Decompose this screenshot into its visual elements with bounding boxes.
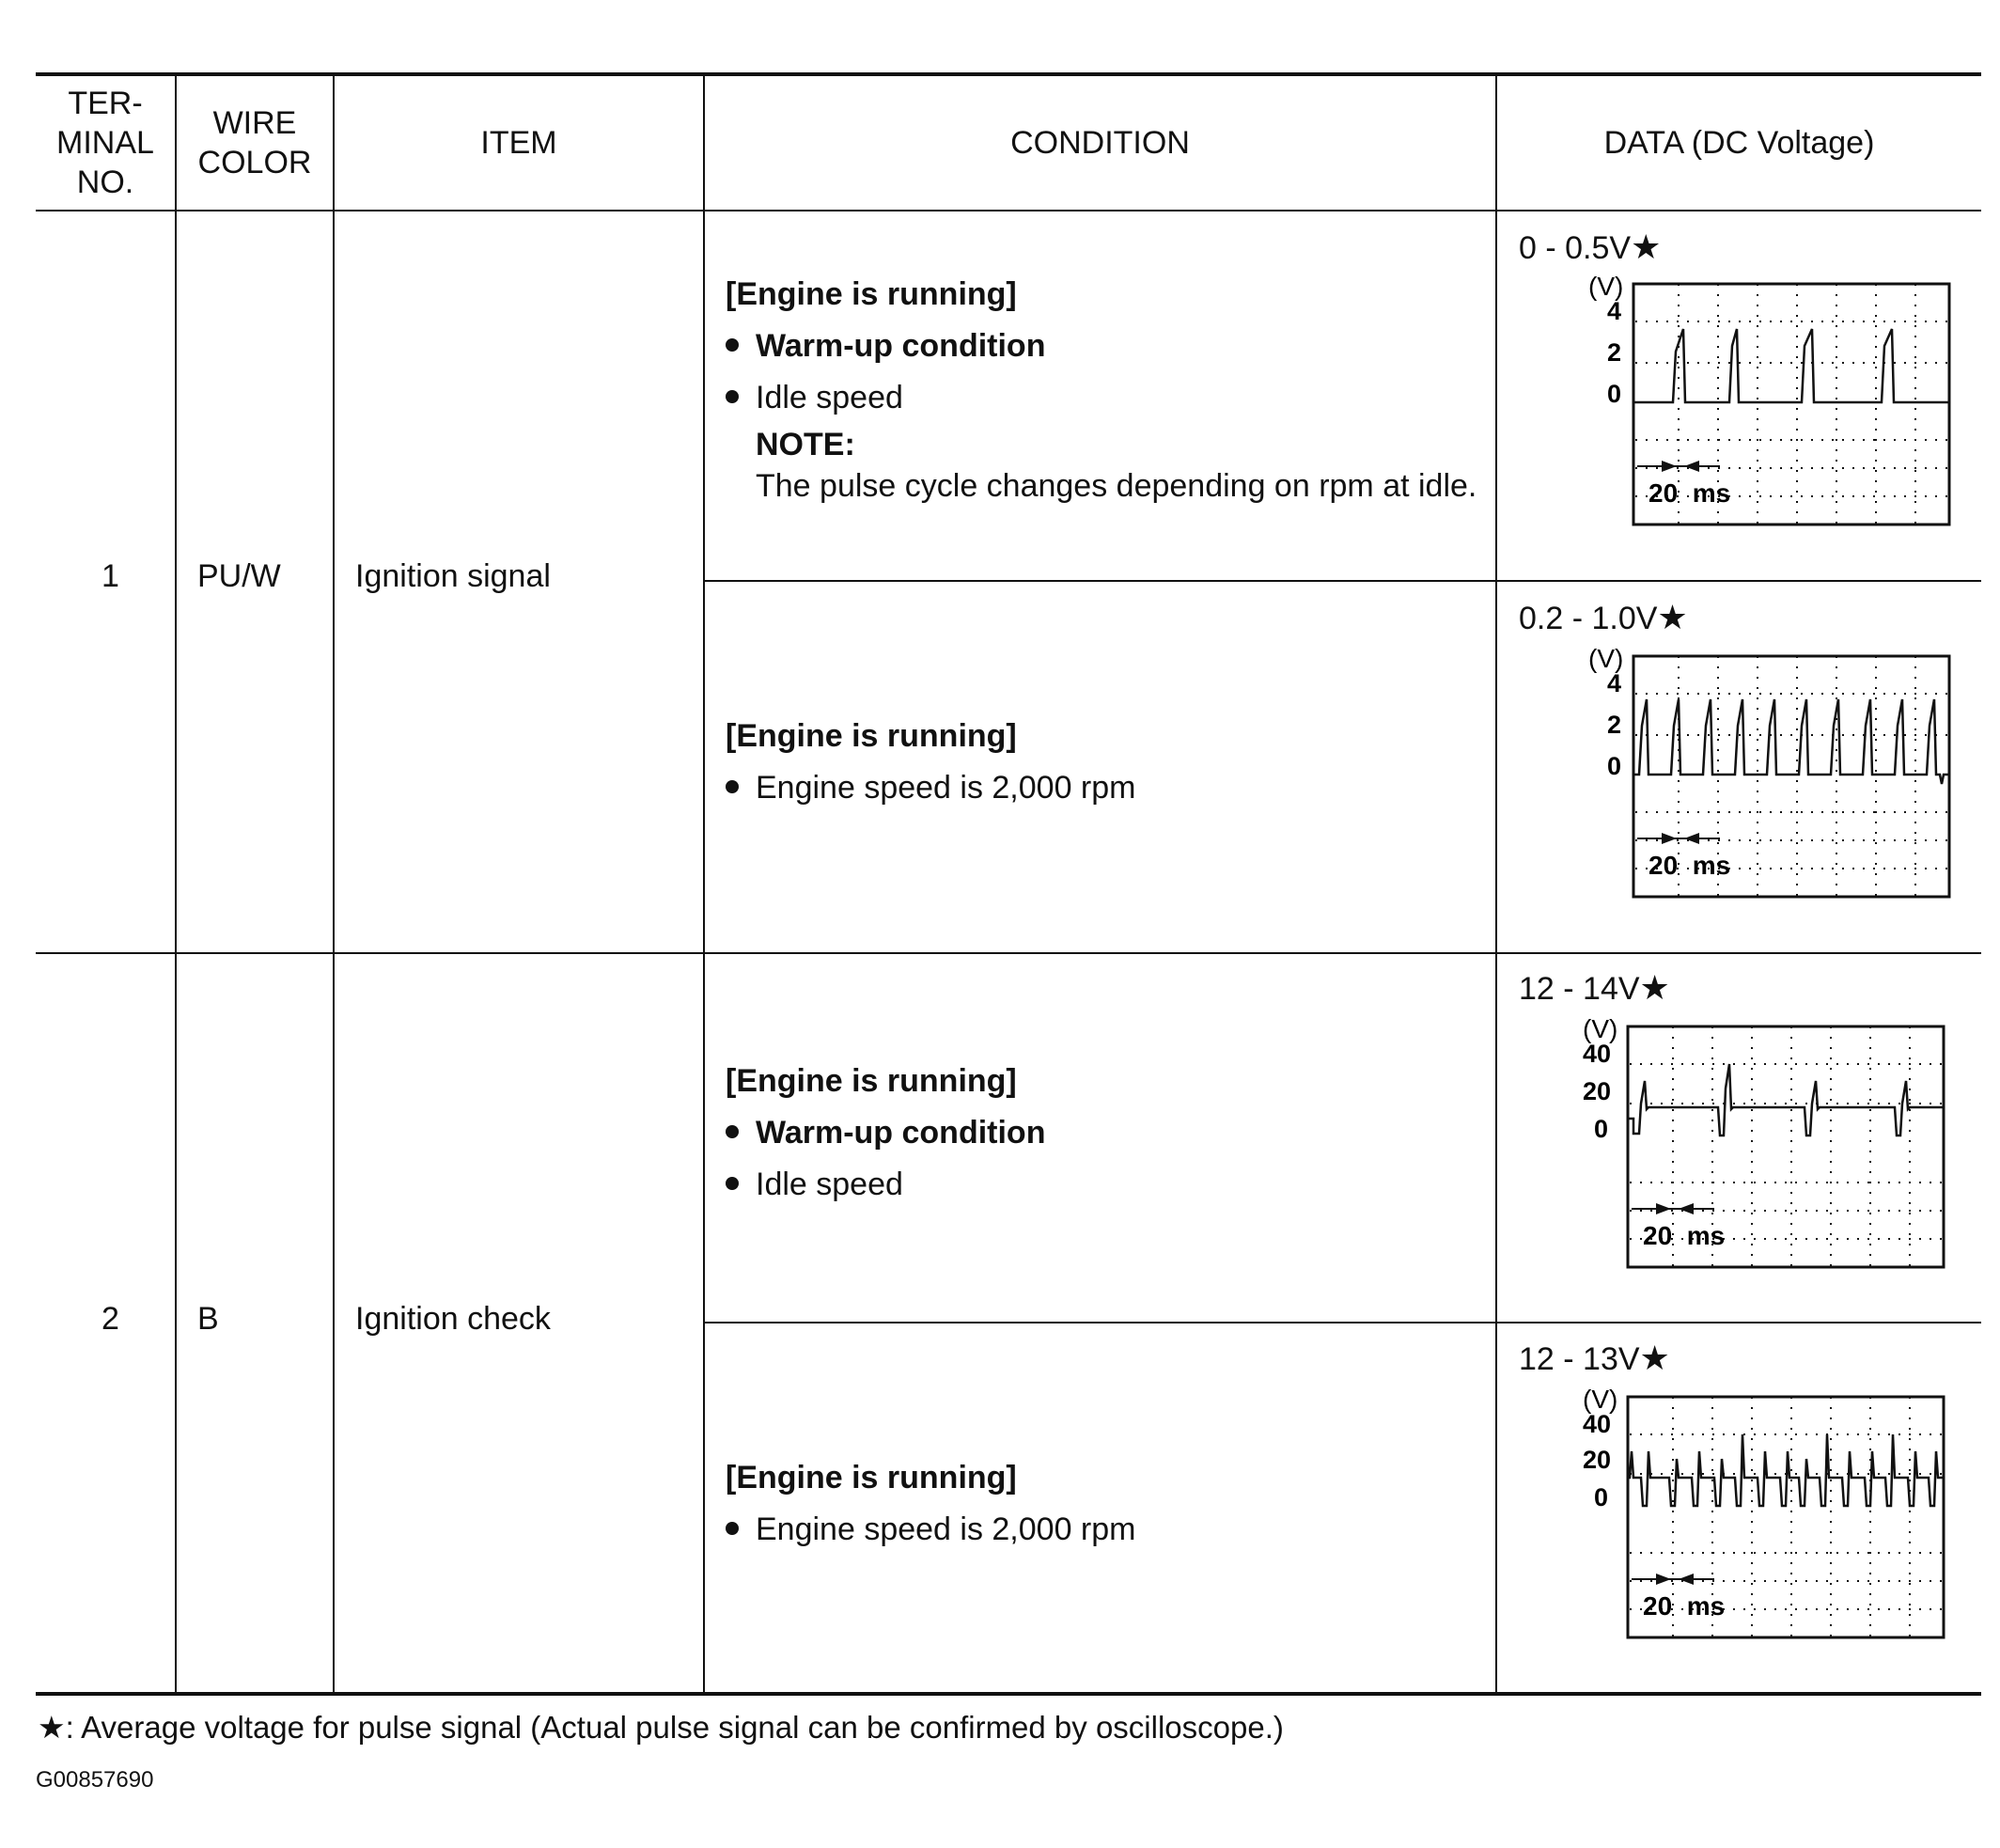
condition-bullet: Engine speed is 2,000 rpm <box>726 1504 1135 1556</box>
scope-y-tick: 0 <box>1594 1115 1609 1143</box>
row-divider <box>36 952 1981 954</box>
column-divider <box>333 74 335 1693</box>
oscilloscope-waveform <box>1579 1013 1964 1276</box>
scope-y-tick: 4 <box>1607 669 1622 697</box>
condition-bullet: Warm-up condition <box>726 1107 1045 1159</box>
scope-trace <box>1633 329 1949 402</box>
note-text: The pulse cycle changes depending on rpm at idle. <box>756 468 1477 504</box>
condition-heading: [Engine is running] <box>726 276 1017 312</box>
time-scale-label: 20 ms <box>1643 1591 1726 1621</box>
condition-heading: [Engine is running] <box>726 1063 1017 1099</box>
condition-bullet: Idle speed <box>726 372 1477 424</box>
column-divider <box>175 74 177 1693</box>
wire-color: B <box>197 1301 219 1337</box>
star-icon: ★ <box>1639 968 1670 1007</box>
star-icon: ★ <box>38 1710 66 1745</box>
time-scale-label: 20 ms <box>1648 851 1731 880</box>
condition-heading: [Engine is running] <box>726 1460 1017 1496</box>
voltage-value: 12 - 14V★ <box>1519 968 1670 1007</box>
scope-y-tick: 0 <box>1607 752 1622 780</box>
condition-bullet: Engine speed is 2,000 rpm <box>726 762 1135 814</box>
item-name: Ignition signal <box>355 558 551 594</box>
condition-heading: [Engine is running] <box>726 718 1017 754</box>
scope-y-tick: 4 <box>1607 297 1622 325</box>
scope-y-tick: 40 <box>1583 1410 1612 1438</box>
terminal-no: 1 <box>102 558 119 594</box>
time-scale-label: 20 ms <box>1648 478 1731 508</box>
header-terminal-no: TER- MINAL NO. <box>56 85 154 200</box>
condition-cell <box>726 1056 1045 1211</box>
voltage-value: 12 - 13V★ <box>1519 1339 1670 1377</box>
oscilloscope-waveform <box>1579 1384 1964 1647</box>
oscilloscope-waveform <box>1579 643 1964 906</box>
condition-bullet: Warm-up condition <box>726 321 1477 372</box>
scope-trace <box>1628 1434 1944 1506</box>
star-icon: ★ <box>1631 227 1662 266</box>
scope-y-tick: 0 <box>1594 1483 1609 1511</box>
figure-id: G00857690 <box>36 1767 154 1793</box>
item-name: Ignition check <box>355 1301 551 1337</box>
scope-y-tick: 20 <box>1583 1446 1612 1474</box>
bullet-icon <box>726 338 739 352</box>
condition-cell <box>726 1452 1135 1556</box>
condition-cell <box>726 269 1477 507</box>
bullet-icon <box>726 1177 739 1190</box>
header-bottom-rule <box>36 210 1981 211</box>
header-wire-color: WIRE COLOR <box>197 104 312 180</box>
scope-y-tick: 40 <box>1583 1040 1612 1068</box>
scope-y-tick: 2 <box>1607 711 1622 739</box>
oscilloscope-waveform <box>1579 271 1964 534</box>
condition-cell <box>726 711 1135 814</box>
footnote: ★: Average voltage for pulse signal (Actual pulse signal can be confirmed by oscilloscope.) <box>38 1710 1284 1745</box>
scope-unit-label: (V) <box>1583 1385 1618 1414</box>
condition-bullet: Idle speed <box>726 1159 1045 1211</box>
table-bottom-rule <box>36 1692 1981 1696</box>
note-label: NOTE: <box>756 427 855 462</box>
bullet-icon <box>726 390 739 403</box>
voltage-value: 0 - 0.5V★ <box>1519 227 1662 266</box>
scope-trace <box>1628 1064 1944 1135</box>
column-divider <box>703 74 705 1693</box>
scope-y-tick: 0 <box>1607 380 1622 408</box>
header-condition: CONDITION <box>1010 124 1190 161</box>
bullet-icon <box>726 780 739 793</box>
header-data: DATA (DC Voltage) <box>1603 124 1875 161</box>
scope-trace <box>1633 699 1949 784</box>
bullet-icon <box>726 1522 739 1535</box>
scope-unit-label: (V) <box>1588 272 1624 301</box>
terminal-no: 2 <box>102 1301 119 1337</box>
column-divider <box>1495 74 1497 1693</box>
scope-unit-label: (V) <box>1588 644 1624 673</box>
scope-y-tick: 2 <box>1607 338 1622 367</box>
condition-divider-row2 <box>703 1322 1981 1323</box>
bullet-icon <box>726 1125 739 1138</box>
star-icon: ★ <box>1639 1339 1670 1377</box>
header-item: ITEM <box>480 124 557 161</box>
voltage-value: 0.2 - 1.0V★ <box>1519 598 1688 636</box>
star-icon: ★ <box>1657 598 1688 636</box>
time-scale-label: 20 ms <box>1643 1221 1726 1250</box>
wire-color: PU/W <box>197 558 281 594</box>
condition-divider-row1 <box>703 580 1981 582</box>
scope-y-tick: 20 <box>1583 1077 1612 1105</box>
scope-unit-label: (V) <box>1583 1014 1618 1043</box>
